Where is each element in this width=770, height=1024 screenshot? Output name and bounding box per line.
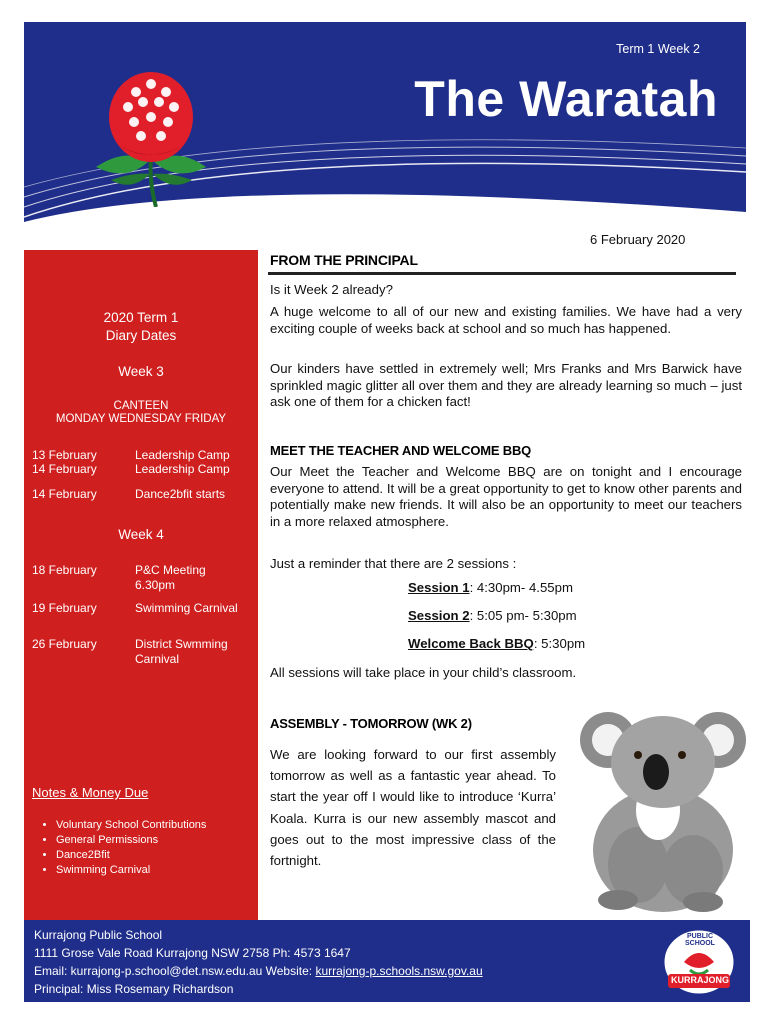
canteen-line2: MONDAY WEDNESDAY FRIDAY xyxy=(55,413,227,425)
diary-event: Swimming Carnival xyxy=(135,601,238,615)
issue-date: 6 February 2020 xyxy=(590,232,686,247)
session-label: Session 1 xyxy=(408,580,470,595)
session-time: : 4:30pm- 4.55pm xyxy=(469,580,573,595)
badge-bottom-text: KURRAJONG xyxy=(670,975,729,985)
bbq-heading: MEET THE TEACHER AND WELCOME BBQ xyxy=(270,443,532,458)
email-text: Email: kurrajong-p.school@det.nsw.edu.au Website: xyxy=(34,964,316,978)
section-divider xyxy=(268,272,736,275)
school-footer xyxy=(24,920,750,1002)
diary-date: 13 February xyxy=(32,448,97,462)
notes-item: • Swimming Carnival xyxy=(56,863,206,878)
principal-paragraph: A huge welcome to all of our new and existing families. We have had a very exciting couple of weeks back at school and so much has happened. xyxy=(270,304,742,336)
canteen-line1: CANTEEN xyxy=(113,400,169,412)
school-contact xyxy=(34,964,483,978)
session-bbq xyxy=(408,636,585,651)
waratah-flower-icon xyxy=(86,62,216,207)
diary-event: Leadership Camp xyxy=(135,448,230,462)
diary-event-time: 6.30pm xyxy=(135,578,176,592)
school-address: 1111 Grose Vale Road Kurrajong NSW 2758 Ph: 4573 1647 xyxy=(34,946,351,960)
diary-event: District Swmming xyxy=(135,637,228,651)
session-label: Welcome Back BBQ xyxy=(408,636,534,651)
bbq-paragraph: Our Meet the Teacher and Welcome BBQ are on tonight and I encourage everyone to attend. It will be a great opportunity to get to know other parents and potentially make new friends. It will also be an opportunity to meet our teachers in a more relaxed atmosphere. xyxy=(270,464,742,529)
week4-heading: Week 4 xyxy=(118,527,164,542)
session-2 xyxy=(408,608,577,623)
diary-date: 19 February xyxy=(32,601,97,615)
assembly-heading: ASSEMBLY - TOMORROW (WK 2) xyxy=(270,716,472,731)
school-name: Kurrajong Public School xyxy=(34,928,163,942)
diary-event: P&C Meeting xyxy=(135,563,206,577)
diary-date: 14 February xyxy=(32,487,97,501)
diary-sidebar xyxy=(24,250,258,920)
principal-name: Principal: Miss Rosemary Richardson xyxy=(34,982,234,996)
session-label: Session 2 xyxy=(408,608,470,623)
session-1 xyxy=(408,580,573,595)
term-week-label: Term 1 Week 2 xyxy=(616,42,700,56)
notes-item: • General Permissions xyxy=(56,833,206,848)
diary-heading-line2: Diary Dates xyxy=(105,328,177,343)
week3-heading: Week 3 xyxy=(118,364,164,379)
notes-item: • Dance2Bfit xyxy=(56,848,206,863)
notes-list xyxy=(40,818,206,878)
session-time: : 5:05 pm- 5:30pm xyxy=(469,608,577,623)
principal-paragraph: Is it Week 2 already? xyxy=(270,282,393,297)
principal-heading: FROM THE PRINCIPAL xyxy=(270,252,418,268)
notes-item: • Voluntary School Contributions xyxy=(56,818,206,833)
diary-heading-line1: 2020 Term 1 xyxy=(103,310,179,325)
notes-heading: Notes & Money Due xyxy=(32,785,149,800)
diary-date: 18 February xyxy=(32,563,97,577)
assembly-paragraph: We are looking forward to our first assembly tomorrow as well as a fantastic year ahead. To start the year off I would like to introduce ‘Kurra’ Koala. Kurra is our new assembly mascot and goes out to the most impressive class of the fortnight. xyxy=(270,747,556,869)
koala-mascot-icon xyxy=(578,700,748,915)
bbq-paragraph: All sessions will take place in your child’s classroom. xyxy=(270,665,577,680)
masthead xyxy=(24,22,746,250)
badge-top-text: PUBLIC SCHOOL xyxy=(685,933,715,947)
bbq-paragraph: Just a reminder that there are 2 sessions : xyxy=(270,556,517,571)
session-time: : 5:30pm xyxy=(533,636,586,651)
diary-event: Carnival xyxy=(135,652,180,666)
principal-paragraph: Our kinders have settled in extremely well; Mrs Franks and Mrs Barwick have sprinkled magic glitter all over them and they are already learning so much – just ask one of them for a chicken fact! xyxy=(270,361,742,409)
diary-date: 26 February xyxy=(32,637,97,651)
diary-date: 14 February xyxy=(32,462,97,476)
newsletter-title: The Waratah xyxy=(414,71,718,127)
diary-event: Dance2bfit starts xyxy=(135,487,226,501)
diary-event: Leadership Camp xyxy=(135,462,230,476)
website-link[interactable]: kurrajong-p.schools.nsw.gov.au xyxy=(315,964,483,978)
